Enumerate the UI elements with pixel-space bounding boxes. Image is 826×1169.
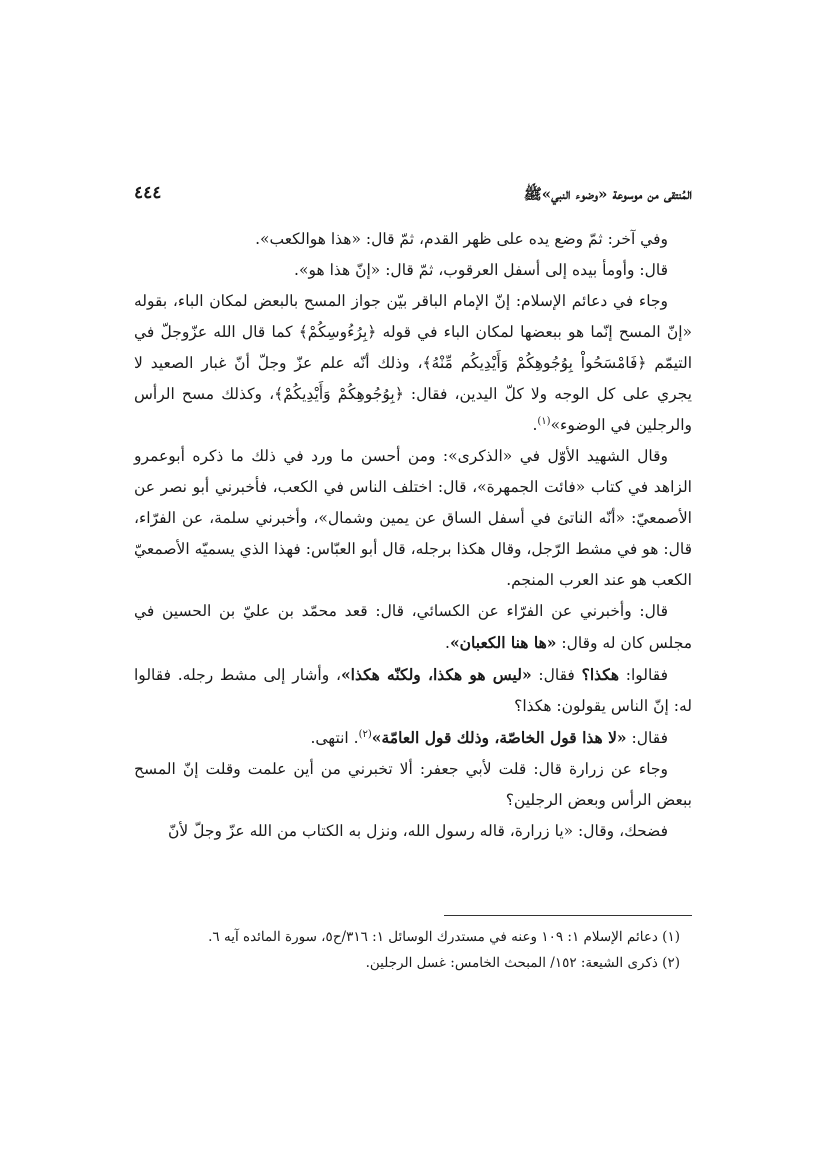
- text: فقال:: [531, 666, 582, 684]
- text: ، وأشار إلى مشط رجله. فقالوا له: إنّ الناس يقولون: هكذا؟: [134, 666, 692, 715]
- text: . انتهى.: [310, 729, 359, 747]
- text: .: [532, 416, 538, 434]
- paragraph: [134, 286, 692, 441]
- text: .: [445, 634, 450, 652]
- footnote: (١) دعائم الإسلام ١: ١٠٩ وعنه في مستدرك الوسائل ١: ٣١٦/ح٥، سورة المائده آيه ٦.: [208, 929, 680, 945]
- footnote-ref: (١): [537, 415, 551, 427]
- page-number: ٤٤٤: [134, 183, 162, 203]
- footnotes: [134, 924, 692, 976]
- paragraph: [134, 659, 692, 722]
- bold-quote: «ها هنا الكعبان»: [449, 633, 557, 652]
- text: فقالوا:: [619, 666, 668, 684]
- paragraph: وجاء عن زرارة قال: قلت لأبي جعفر: ألا تخبرني من أين علمت وقلت إنّ المسح ببعض الرأس وبعض الرجلين؟: [134, 760, 692, 809]
- text: فقال:: [626, 729, 668, 747]
- paragraph: [134, 722, 692, 754]
- running-header: [134, 183, 692, 213]
- paragraph: وفي آخر: ثمّ وضع يده على ظهر القدم، ثمّ قال: «هذا هوالكعب».: [255, 230, 668, 248]
- paragraph: قال: وأومأ بيده إلى أسفل العرقوب، ثمّ قال: «إنّ هذا هو».: [294, 261, 668, 279]
- bold-quote: «لا هذا قول الخاصّة، وذلك قول العامّة»: [371, 728, 627, 747]
- text: قال: وأخبرني عن الفرّاء عن الكسائي، قال: قعد محمّد بن عليّ بن الحسين في مجلس كان له وقال:: [134, 602, 692, 652]
- main-text: [134, 224, 692, 847]
- paragraph: وقال الشهيد الأوّل في «الذكرى»: ومن أحسن ما ورد في ذلك ما ذكره أبوعمرو الزاهد في كتاب «فائت الجمهرة»، قال: اختلف الناس في الكعب، فأخبرني أبو نصر عن الأصمعيّ: «أنّه الناتئ في أسفل الساق عن يمين وشمال»، وأخبرني سلمة، عن الفرّاء، قال: هو في مشط الرّجل، وقال هكذا برجله، قال أبو العبّاس: فهذا الذي يسميّه الأصمعيّ الكعب هو عند العرب المنجم.: [134, 447, 692, 589]
- text: وجاء في دعائم الإسلام: إنّ الإمام الباقر بيّن جواز المسح بالبعض لمكان الباء، بقوله «إنّ المسح إنّما هو ببعضها لمكان الباء في قوله ﴿بِرُءُوسِكُمْ﴾ كما قال الله عزّوجلّ في التيمّم ﴿فَامْسَحُواْ بِوُجُوهِكُمْ وَأَيْدِيكُم مِّنْهُ﴾، وذلك أنّه علم عزّ وجلّ أنّ غبار الصعيد لا يجري على كل الوجه ولا كلّ اليدين، فقال: ﴿بِوُجُوهِكُمْ وَأَيْدِيكُمْ﴾، وكذلك مسح الرأس والرجلين في الوضوء»: [134, 292, 692, 434]
- footnote-divider: [444, 915, 692, 916]
- bold-quote: هكذا؟: [581, 665, 619, 684]
- paragraph: [134, 596, 692, 659]
- book-title: المُنتقى من موسوعة «وضوء النبي»ﷺ: [523, 185, 692, 203]
- bold-quote: «ليس هو هكذا، ولكنّه هكذا»: [340, 665, 532, 684]
- paragraph: فضحك، وقال: «يا زرارة، قاله رسول الله، ونزل به الكتاب من الله عزّ وجلّ لأنّ: [167, 822, 668, 840]
- footnote-ref: (٢): [358, 728, 372, 740]
- footnote: (٢) ذكرى الشيعة: ١٥٢/ المبحث الخامس: غسل الرجلين.: [365, 955, 680, 971]
